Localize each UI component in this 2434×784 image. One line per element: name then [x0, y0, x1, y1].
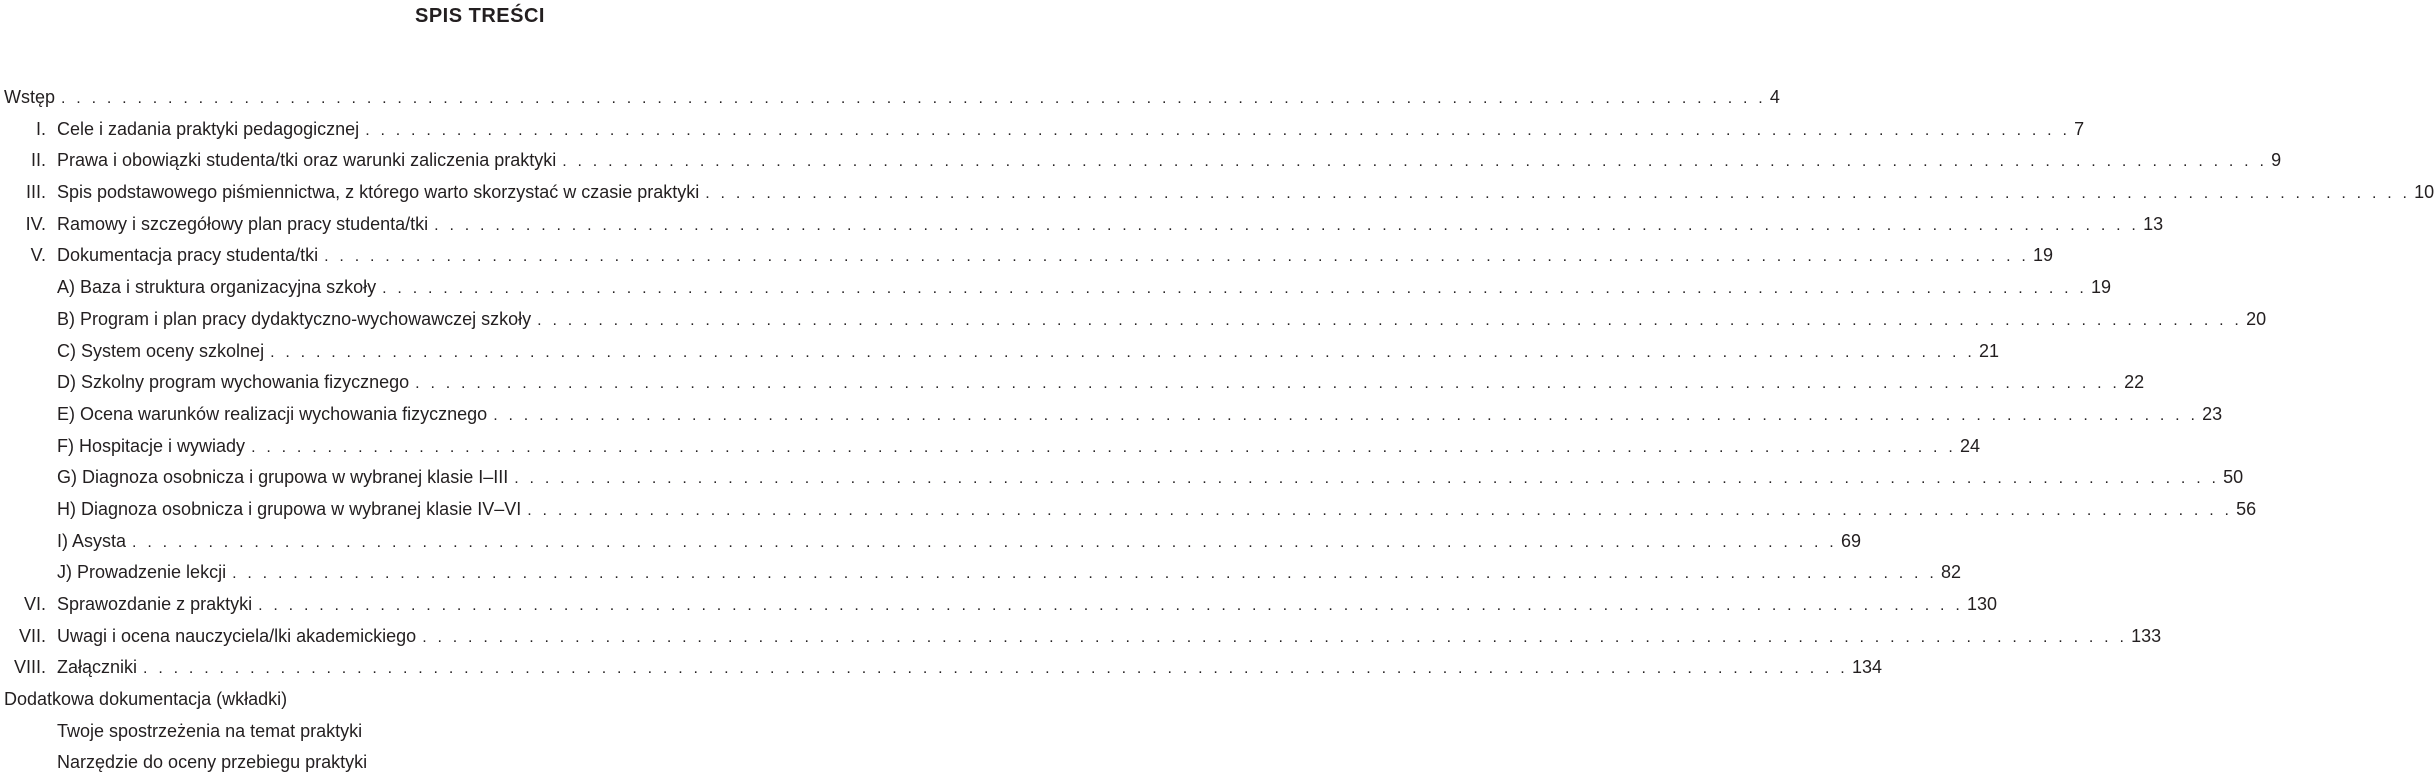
toc-entry-page-number: 22: [2124, 372, 2145, 393]
table-of-contents: [0, 82, 2434, 779]
toc-entry-page-number: 50: [2223, 467, 2244, 488]
toc-entry-page-number: 19: [2091, 277, 2112, 298]
toc-entry-label: Załączniki: [57, 657, 138, 678]
dot-leader: . . . . . . . . . . . . . . . . . . . . . . . . . . . . . . . . . . . . . . . . . . . . . . . . . . . . . . . . . . . . . . . . . . . . . . . . . . . . . . . . . . . . . . . . . . . . . . . . . . . . . . . . . . . . . . . .: [258, 597, 1963, 614]
toc-entry-label: Spis podstawowego piśmiennictwa, z którego warto skorzystać w czasie praktyki: [57, 182, 700, 203]
toc-entry-page-number: 7: [2074, 118, 2085, 139]
toc-entry-page-number: 24: [1959, 435, 1980, 456]
toc-entry-page-number: 21: [1978, 340, 2000, 361]
toc-entry-number: II.: [30, 150, 46, 171]
toc-entry-label: C) System oceny szkolnej: [57, 340, 265, 361]
toc-entry-page-number: 82: [1940, 562, 1962, 583]
dot-leader: . . . . . . . . . . . . . . . . . . . . . . . . . . . . . . . . . . . . . . . . . . . . . . . . . . . . . . . . . . . . . . . . . . . . . . . . . . . . . . . . . . . . . . . . . . . . . . . . . . . . . . . . . . . . . . . .: [493, 406, 2199, 424]
toc-entry-label: Ramowy i szczegółowy plan pracy studenta/tki: [57, 213, 429, 234]
toc-entry: [0, 304, 2267, 336]
toc-extra-label: Dodatkowa dokumentacja (wkładki): [4, 689, 288, 710]
toc-entry-label: B) Program i plan pracy dydaktyczno-wychowawczej szkoły: [57, 308, 532, 329]
toc-entry-label: Wstęp: [4, 87, 56, 107]
toc-entry: [0, 336, 2000, 368]
dot-leader: . . . . . . . . . . . . . . . . . . . . . . . . . . . . . . . . . . . . . . . . . . . . . . . . . . . . . . . . . . . . . . . . . . . . . . . . . . . . . . . . . . . . . . . . . . . . . . . . . . . . . . . . . . . . . . . .: [434, 216, 2140, 234]
toc-entry: [0, 145, 2282, 177]
toc-entry-page-number: 134: [1851, 657, 1882, 678]
dot-leader: . . . . . . . . . . . . . . . . . . . . . . . . . . . . . . . . . . . . . . . . . . . . . . . . . . . . . . . . . . . . . . . . . . . . . . . . . . . . . . . . . . . . . . . . . . . . . . . . . . . . . . . . . . . . . . . .: [270, 343, 1975, 361]
toc-entry: [0, 367, 2145, 399]
toc-entry: [0, 431, 1980, 463]
toc-entry-label: J) Prowadzenie lekcji: [57, 562, 227, 583]
dot-leader: . . . . . . . . . . . . . . . . . . . . . . . . . . . . . . . . . . . . . . . . . . . . . . . . . . . . . . . . . . . . . . . . . . . . . . . . . . . . . . . . . . . . . . . . . . . . . . . . . . . . . . . . . . . . . . . .: [415, 375, 2121, 393]
toc-entry-label: I) Asysta: [57, 530, 127, 551]
toc-extra-entry: [0, 747, 960, 779]
toc-entry: [0, 589, 1998, 621]
toc-entry: [0, 652, 1882, 684]
toc-entry: [0, 240, 2054, 272]
toc-entry: [0, 399, 2223, 431]
dot-leader: . . . . . . . . . . . . . . . . . . . . . . . . . . . . . . . . . . . . . . . . . . . . . . . . . . . . . . . . . . . . . . . . . . . . . . . . . . . . . . . . . . . . . . . . . . . . . . . . . . . . . . . . . . . . . . . .: [705, 185, 2411, 203]
toc-entry-page-number: 23: [2202, 403, 2223, 424]
toc-entry-label: Sprawozdanie z praktyki: [57, 594, 253, 614]
dot-leader: . . . . . . . . . . . . . . . . . . . . . . . . . . . . . . . . . . . . . . . . . . . . . . . . . . . . . . . . . . . . . . . . . . . . . . . . . . . . . . . . . . . . . . . . . . . . . . . . . . . . . . . . . . . . . . . .: [514, 470, 2220, 488]
toc-entry-label: Prawa i obowiązki studenta/tki oraz warunki zaliczenia praktyki: [57, 150, 557, 171]
toc-entry: [0, 462, 2244, 494]
toc-entry-page-number: 19: [2033, 245, 2054, 266]
toc-entry-number: V.: [30, 245, 46, 266]
dot-leader: . . . . . . . . . . . . . . . . . . . . . . . . . . . . . . . . . . . . . . . . . . . . . . . . . . . . . . . . . . . . . . . . . . . . . . . . . . . . . . . . . . . . . . . . . . . . . . . . . . . . . . . . . . . . . . . .: [382, 280, 2088, 298]
toc-entry-page-number: 4: [1769, 87, 1780, 107]
toc-entry: [0, 526, 1861, 558]
dot-leader: . . . . . . . . . . . . . . . . . . . . . . . . . . . . . . . . . . . . . . . . . . . . . . . . . . . . . . . . . . . . . . . . . . . . . . . . . . . . . . . . . . . . . . . . . . . . . . . . . . . . . . . . . . . . . . . .: [132, 533, 1837, 551]
toc-entry-page-number: 130: [1967, 594, 1998, 614]
dot-leader: . . . . . . . . . . . . . . . . . . . . . . . . . . . . . . . . . . . . . . . . . . . . . . . . . . . . . . . . . . . . . . . . . . . . . . . . . . . . . . . . . . . . . . . . . . . . . . . . . . . . . . . . . . . . . . . .: [251, 438, 1956, 456]
toc-entry-number: VI.: [23, 594, 46, 614]
toc-entry: [0, 82, 1780, 114]
dot-leader: . . . . . . . . . . . . . . . . . . . . . . . . . . . . . . . . . . . . . . . . . . . . . . . . . . . . . . . . . . . . . . . . . . . . . . . . . . . . . . . . . . . . . . . . . . . . . . . . . . . . . . . . . . . . . . . .: [527, 501, 2233, 519]
toc-entry-label: G) Diagnoza osobnicza i grupowa w wybranej klasie I–III: [57, 467, 509, 488]
dot-leader: . . . . . . . . . . . . . . . . . . . . . . . . . . . . . . . . . . . . . . . . . . . . . . . . . . . . . . . . . . . . . . . . . . . . . . . . . . . . . . . . . . . . . . . . . . . . . . . . . . . . . . . . . . . . . . . .: [422, 628, 2128, 646]
toc-entry-label: D) Szkolny program wychowania fizycznego: [57, 372, 410, 393]
toc-entry-number: IV.: [25, 213, 46, 234]
toc-entry-label: H) Diagnoza osobnicza i grupowa w wybranej klasie IV–VI: [57, 498, 522, 519]
toc-extra-entry: [0, 684, 960, 716]
toc-entry-page-number: 133: [2131, 625, 2162, 646]
toc-entry-label: Uwagi i ocena nauczyciela/lki akademickiego: [57, 625, 417, 646]
toc-entry-page-number: 20: [2246, 308, 2267, 329]
toc-entry-page-number: 69: [1840, 530, 1861, 551]
toc-entry-label: Dokumentacja pracy studenta/tki: [57, 245, 319, 266]
dot-leader: . . . . . . . . . . . . . . . . . . . . . . . . . . . . . . . . . . . . . . . . . . . . . . . . . . . . . . . . . . . . . . . . . . . . . . . . . . . . . . . . . . . . . . . . . . . . . . . . . . . . . . . . . . . . . . . .: [143, 660, 1848, 678]
dot-leader: . . . . . . . . . . . . . . . . . . . . . . . . . . . . . . . . . . . . . . . . . . . . . . . . . . . . . . . . . . . . . . . . . . . . . . . . . . . . . . . . . . . . . . . . . . . . . . . . . . . . . . . . . . . . . . . .: [232, 565, 1937, 583]
toc-entry-number: VIII.: [13, 657, 46, 678]
toc-entry: [0, 114, 2085, 146]
toc-entry-label: A) Baza i struktura organizacyjna szkoły: [57, 277, 377, 298]
toc-entry-page-number: 56: [2236, 498, 2257, 519]
toc-extra-label: Narzędzie do oceny przebiegu praktyki: [57, 752, 368, 773]
toc-entry-page-number: 13: [2143, 213, 2164, 234]
toc-entry: [0, 272, 2112, 304]
toc-entry-number: VII.: [18, 625, 46, 646]
dot-leader: . . . . . . . . . . . . . . . . . . . . . . . . . . . . . . . . . . . . . . . . . . . . . . . . . . . . . . . . . . . . . . . . . . . . . . . . . . . . . . . . . . . . . . . . . . . . . . . . . . . . . . . . . . . . . . . .: [61, 90, 1766, 107]
toc-entry-label: Cele i zadania praktyki pedagogicznej: [57, 118, 360, 139]
toc-entry: [0, 557, 1962, 589]
toc-entry-label: E) Ocena warunków realizacji wychowania fizycznego: [57, 403, 488, 424]
toc-entry-label: F) Hospitacje i wywiady: [57, 435, 246, 456]
toc-entry: [0, 177, 2434, 209]
toc-entry-page-number: 9: [2271, 150, 2282, 171]
toc-extra-label: Twoje spostrzeżenia na temat praktyki: [57, 720, 363, 741]
toc-entry-page-number: 10: [2414, 182, 2434, 203]
toc-entry: [0, 621, 2162, 653]
toc-entry: [0, 494, 2257, 526]
toc-entry-number: I.: [35, 118, 46, 139]
dot-leader: . . . . . . . . . . . . . . . . . . . . . . . . . . . . . . . . . . . . . . . . . . . . . . . . . . . . . . . . . . . . . . . . . . . . . . . . . . . . . . . . . . . . . . . . . . . . . . . . . . . . . . . . . . . . . . . .: [365, 121, 2071, 139]
toc-entry: [0, 209, 2164, 241]
dot-leader: . . . . . . . . . . . . . . . . . . . . . . . . . . . . . . . . . . . . . . . . . . . . . . . . . . . . . . . . . . . . . . . . . . . . . . . . . . . . . . . . . . . . . . . . . . . . . . . . . . . . . . . . . . . . . . . .: [324, 248, 2030, 266]
toc-extra-entry: [0, 716, 960, 748]
dot-leader: . . . . . . . . . . . . . . . . . . . . . . . . . . . . . . . . . . . . . . . . . . . . . . . . . . . . . . . . . . . . . . . . . . . . . . . . . . . . . . . . . . . . . . . . . . . . . . . . . . . . . . . . . . . . . . . .: [562, 153, 2268, 171]
page-title: SPIS TREŚCI: [415, 5, 545, 27]
toc-entry-number: III.: [25, 182, 46, 203]
dot-leader: . . . . . . . . . . . . . . . . . . . . . . . . . . . . . . . . . . . . . . . . . . . . . . . . . . . . . . . . . . . . . . . . . . . . . . . . . . . . . . . . . . . . . . . . . . . . . . . . . . . . . . . . . . . . . . . .: [537, 311, 2243, 329]
